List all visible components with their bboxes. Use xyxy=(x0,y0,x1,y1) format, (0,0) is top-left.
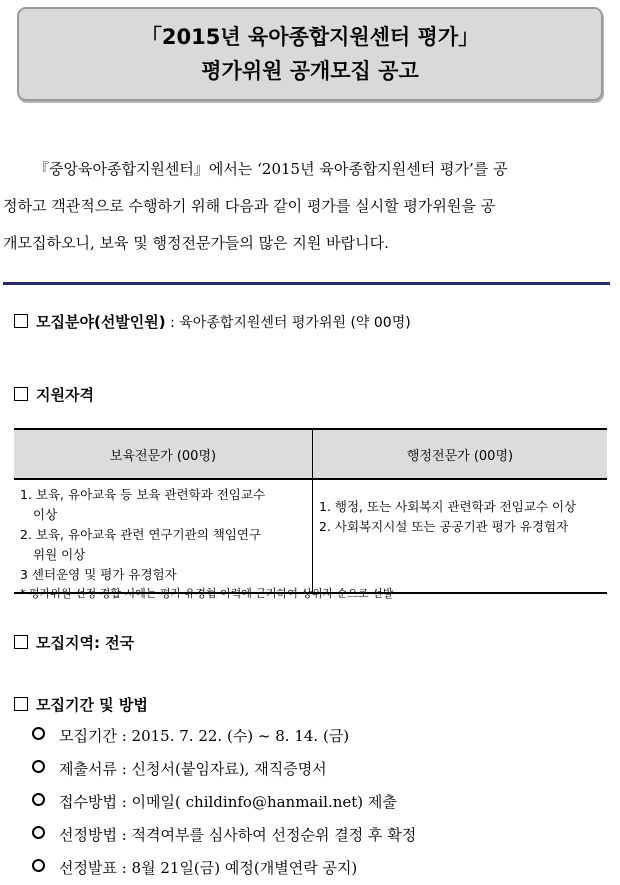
checkbox-square-icon xyxy=(14,635,28,649)
title-line-2: 평가위원 공개모집 공고 xyxy=(201,59,419,83)
col-header-childcare: 보육전문가 (00명) xyxy=(14,429,313,479)
list-item: 2. 사회복지시설 또는 공공기관 평가 유경험자 xyxy=(319,519,569,534)
list-item: 제출서류 : 신청서(붙임자료), 재직증명서 xyxy=(32,753,416,786)
list-item: 3 센터운영 및 평가 유경험자 xyxy=(20,567,177,582)
field-section xyxy=(14,311,411,332)
list-item: 모집기간 : 2015. 7. 22. (수) ~ 8. 14. (금) xyxy=(32,720,416,753)
list-item: 1. 보육, 유아교육 등 보육 관련학과 전임교수 이상 xyxy=(20,487,266,522)
circle-bullet-icon xyxy=(32,793,45,806)
field-label: 모집분야(선발인원) xyxy=(36,313,166,331)
circle-bullet-icon xyxy=(32,760,45,773)
intro-line-2: 정하고 객관적으로 수행하기 위해 다음과 같이 평가를 실시할 평가위원을 공 xyxy=(3,197,496,215)
intro-line-1: 『중앙육아종합지원센터』에서는 ‘2015년 육아종합지원센터 평가’를 공 xyxy=(34,160,508,178)
list-item: 접수방법 : 이메일( childinfo@hanmail.net) 제출 xyxy=(32,786,416,819)
circle-bullet-icon xyxy=(32,727,45,740)
circle-bullet-icon xyxy=(32,826,45,839)
circle-bullet-icon xyxy=(32,859,45,872)
period-section xyxy=(14,694,148,715)
period-label: 모집기간 및 방법 xyxy=(36,696,148,714)
qualification-label: 지원자격 xyxy=(36,386,94,404)
list-item: 선정방법 : 적격여부를 심사하여 선정순위 결정 후 확정 xyxy=(32,819,416,852)
region-section xyxy=(14,632,134,653)
period-list xyxy=(32,720,416,885)
checkbox-square-icon xyxy=(14,387,28,401)
list-item: 선정발표 : 8월 21일(금) 예정(개별연락 공지) xyxy=(32,852,416,885)
region-label: 모집지역: 전국 xyxy=(36,634,135,652)
intro-paragraph xyxy=(0,151,620,262)
intro-line-3: 개모집하오니, 보육 및 행정전문가들의 많은 지원 바랍니다. xyxy=(3,234,389,252)
title-box xyxy=(17,7,603,101)
qualification-section xyxy=(14,384,94,405)
list-item: 2. 보육, 유아교육 관련 연구기관의 책임연구 위원 이상 xyxy=(20,527,262,562)
admin-qualifications-cell xyxy=(313,479,608,593)
col-header-admin: 행정전문가 (00명) xyxy=(313,429,608,479)
checkbox-square-icon xyxy=(14,697,28,711)
selection-note: * 평가위원 선정 경합 시에는 평가 유경험 이력에 근거하여 상위자 순으로 선발 xyxy=(20,587,394,600)
childcare-qualifications-cell xyxy=(14,479,313,593)
field-value: : 육아종합지원센터 평가위원 (약 00명) xyxy=(165,315,411,331)
section-divider xyxy=(3,282,610,285)
list-item: 1. 행정, 또는 사회복지 관련학과 전임교수 이상 xyxy=(319,499,577,514)
qualification-table xyxy=(14,428,607,594)
title-line-1: 「2015년 육아종합지원센터 평가」 xyxy=(140,25,480,49)
checkbox-square-icon xyxy=(14,314,28,328)
